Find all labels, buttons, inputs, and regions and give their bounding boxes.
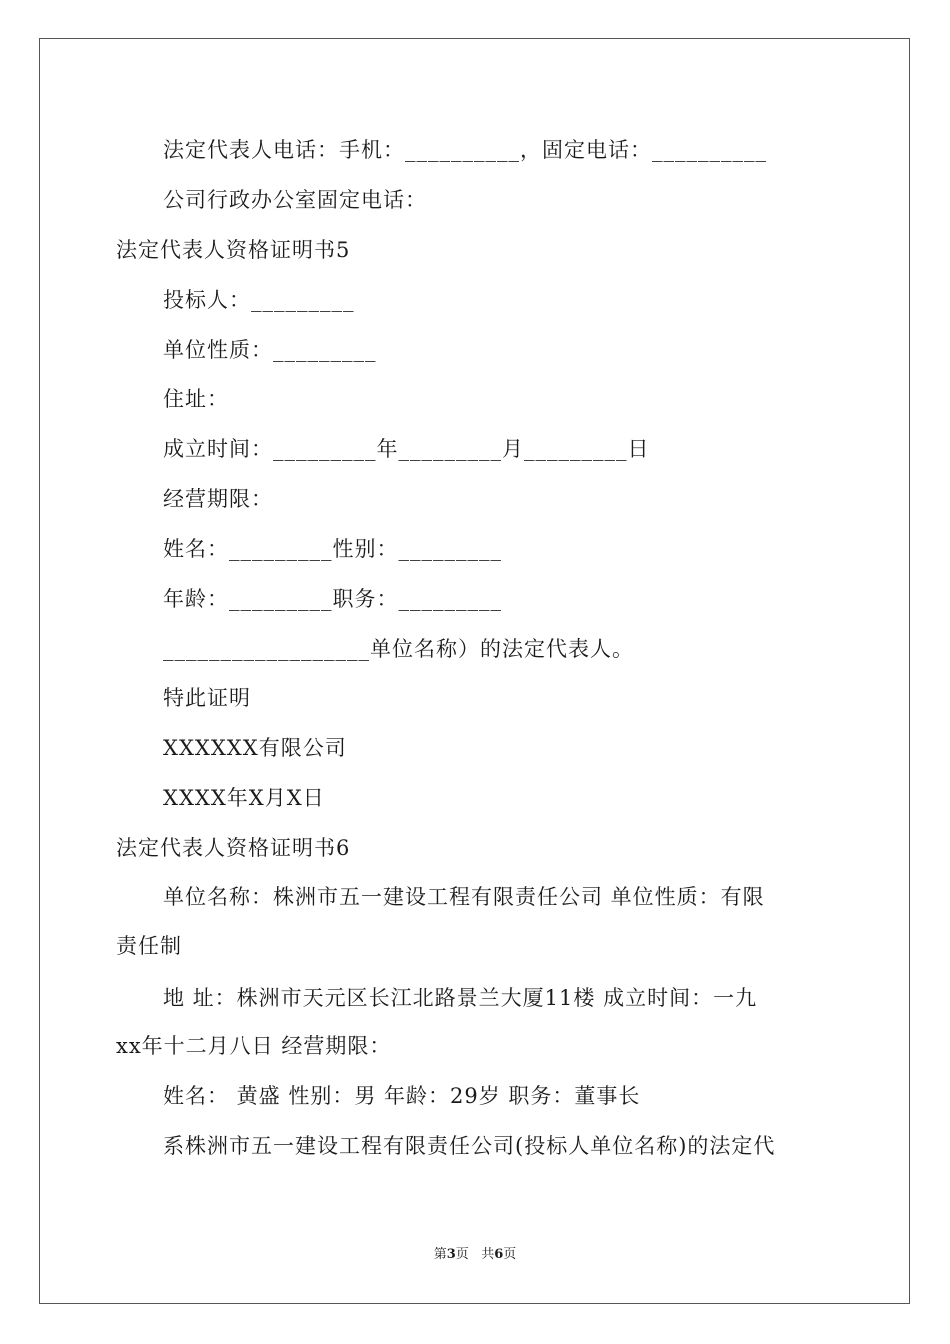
legal-rep-phone-line: 法定代表人电话：手机：__________，固定电话：__________ [163,138,767,162]
footer-page-prefix: 第 [433,1247,447,1262]
footer-page-total: 6 [494,1247,504,1262]
name-gender-line: 姓名：_________性别：_________ [163,537,502,561]
footer-total-prefix: 共 [481,1247,495,1262]
unit-nature-continuation: 责任制 [116,934,182,958]
footer-page-suffix: 页 [455,1247,469,1262]
company-statement-line: 系株洲市五一建设工程有限责任公司(投标人单位名称)的法定代 [163,1134,776,1158]
established-date-line: 成立时间：_________年_________月_________日 [163,437,650,461]
business-term-line: 经营期限： [163,487,273,511]
bidder-line: 投标人：_________ [163,288,355,312]
section-heading-5: 法定代表人资格证明书5 [116,238,351,262]
address-established-line: 地 址：株洲市天元区长江北路景兰大厦11楼 成立时间：一九 [163,986,758,1010]
footer-page-current: 3 [446,1247,456,1262]
unit-name-line: 单位名称：株洲市五一建设工程有限责任公司 单位性质：有限 [163,885,765,909]
company-name-line: XXXXXX有限公司 [163,736,347,760]
unit-nature-line: 单位性质：_________ [163,338,377,362]
age-position-line: 年龄：_________职务：_________ [163,587,502,611]
date-line: XXXX年X月X日 [163,786,325,810]
page-footer [0,1246,950,1264]
legal-rep-statement-line: __________________单位名称）的法定代表人。 [163,637,634,661]
section-heading-6: 法定代表人资格证明书6 [116,836,351,860]
certification-line: 特此证明 [163,686,251,710]
office-phone-line: 公司行政办公室固定电话： [163,188,427,212]
established-continuation: xx年十二月八日 经营期限： [116,1034,392,1058]
page-border [39,38,910,1304]
address-line: 住址： [163,387,229,411]
person-details-line: 姓名： 黄盛 性别：男 年龄：29岁 职务：董事长 [163,1084,641,1108]
footer-total-suffix: 页 [503,1247,517,1262]
